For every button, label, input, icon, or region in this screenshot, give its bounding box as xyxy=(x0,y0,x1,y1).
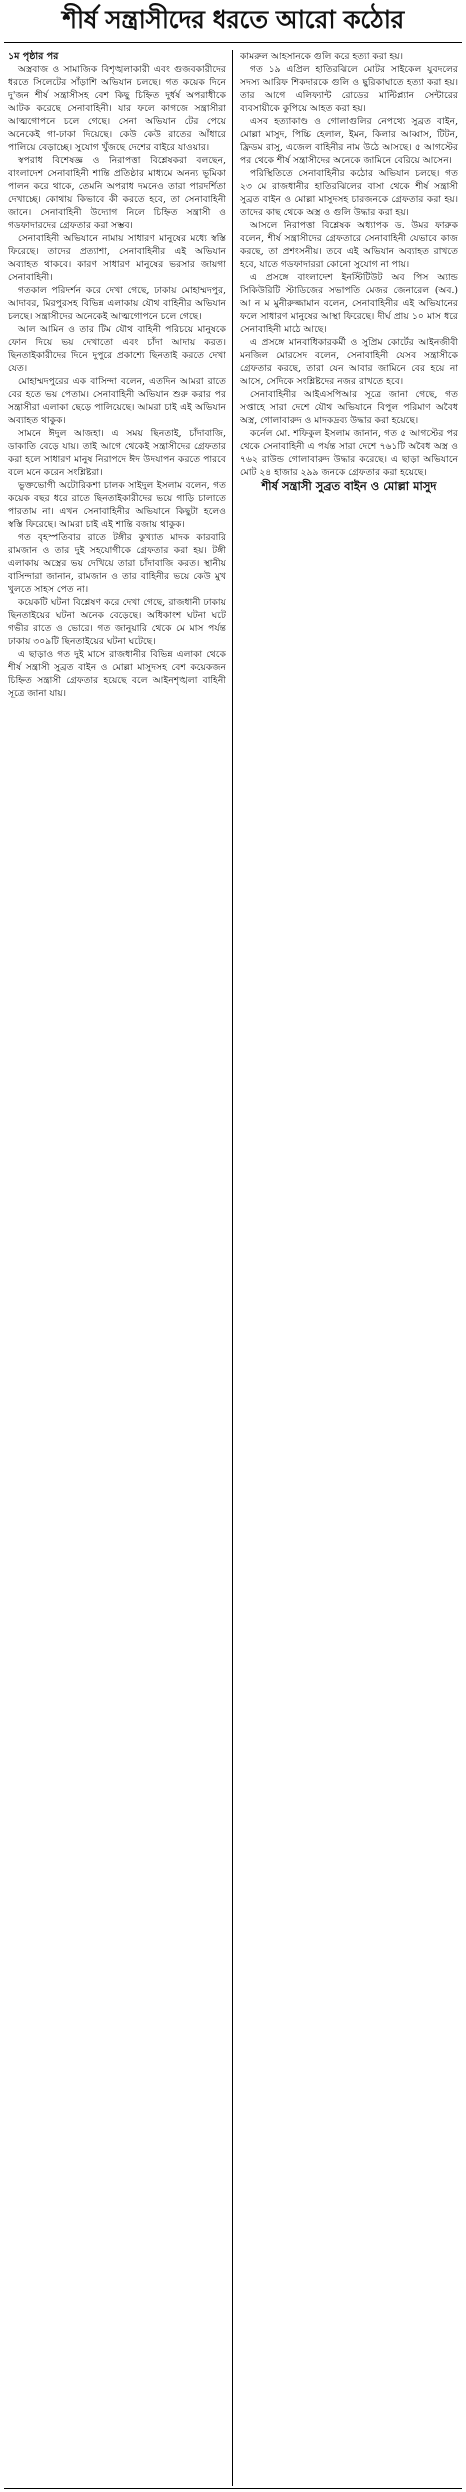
paragraph: মোহাম্মদপুরের এক বাসিন্দা বলেন, এতদিন আমরা রাতে বের হতে ভয় পেতাম। সেনাবাহিনী অভিযান শুরু করার পর সন্ত্রাসীরা এলাকা ছেড়ে পালিয়েছে। আমরা চাই এই অভিযান অব্যাহত থাকুক। xyxy=(8,376,226,426)
continuation-line xyxy=(8,50,226,63)
paragraph: কয়েকটি ঘটনা বিশ্লেষণ করে দেখা গেছে, রাজধানী ঢাকায় ছিনতাইয়ের ঘটনা অনেক বেড়েছে। অধিকাংশ ঘটনা ঘটে গভীর রাতে ও ভোরে। গত জানুয়ারি থেকে মে মাস পর্যন্ত ঢাকায় ৩০৯টি ছিনতাইয়ের ঘটনা ঘটেছে। xyxy=(8,597,226,647)
paragraph: গত ১৯ এপ্রিল হাতিরঝিলে মোটর সাইকেল যুবদলের সদস্য আরিফ শিকদারকে গুলি ও ছুরিকাঘাতে হত্যা করা হয়। তার আগে এলিফ্যান্ট রোডের মাল্টিপ্ল্যান সেন্টারের ব্যবসায়ীকে কুপিয়ে আহত করা হয়। xyxy=(240,64,458,114)
paragraph: এ ছাড়াও গত দুই মাসে রাজধানীর বিভিন্ন এলাকা থেকে শীর্ষ সন্ত্রাসী সুব্রত বাইন ও মোল্লা মাসুদসহ বেশ কয়েকজন চিহ্নিত সন্ত্রাসী গ্রেফতার হয়েছে বলে আইনশৃঙ্খলা বাহিনী সূত্রে জানা যায়। xyxy=(8,649,226,699)
column-divider xyxy=(232,50,233,2486)
headline: শীর্ষ সন্ত্রাসীদের ধরতে আরো কঠোর xyxy=(62,5,404,34)
paragraph: পরিস্থিতিতে সেনাবাহিনীর কঠোর অভিযান চলছে। গত ২৩ মে রাজধানীর হাতিরঝিলের বাসা থেকে শীর্ষ সন্ত্রাসী সুব্রত বাইন ও মোল্লা মাসুদসহ চারজনকে গ্রেফতার করা হয়। তাদের কাছ থেকে অস্ত্র ও গুলি উদ্ধার করা হয়। xyxy=(240,168,458,218)
paragraph: আসলে নিরাপত্তা বিশ্লেষক অধ্যাপক ড. উমর ফারুক বলেন, শীর্ষ সন্ত্রাসীদের গ্রেফতারে সেনাবাহিনী যেভাবে কাজ করছে, তা প্রশংসনীয়। তবে এই অভিযান অব্যাহত রাখতে হবে, যাতে গডফাদাররা কোনো সুযোগ না পায়। xyxy=(240,220,458,270)
paragraph: সেনাবাহিনীর আইএসপিআর সূত্রে জানা গেছে, গত সপ্তাহে সারা দেশে যৌথ অভিযানে বিপুল পরিমাণ অবৈধ অস্ত্র, গোলাবারুদ ও মাদকদ্রব্য উদ্ধার করা হয়েছে। xyxy=(240,389,458,426)
left-column xyxy=(8,50,226,2486)
headline-rule xyxy=(4,42,462,43)
paragraph: এসব হত্যাকাণ্ড ও গোলাগুলির নেপথ্যে সুব্রত বাইন, মোল্লা মাসুদ, পিচ্চি হেলাল, ইমন, কিলার আব্বাস, টিটন, ফ্রিডম রাসু, এজেল বাহিনীর নাম উঠে আসছে। ৫ আগস্টের পর থেকে শীর্ষ সন্ত্রাসীদের অনেকে জামিনে বেরিয়ে আসেন। xyxy=(240,116,458,166)
paragraph: আল আমিন ও তার টিম যৌথ বাহিনী পরিচয়ে মানুষকে ফোন দিয়ে ভয় দেখাতো এবং চাঁদা আদায় করত। ছিনতাইকারীদের দিনে দুপুরে প্রকাশ্যে ছিনতাই করতে দেখা যেত। xyxy=(8,324,226,374)
paragraph: এ প্রসঙ্গে বাংলাদেশ ইনস্টিটিউট অব পিস অ্যান্ড সিকিউরিটি স্টাডিজের সভাপতি মেজর জেনারেল (অব.) আ ন ম মুনীরুজ্জামান বলেন, সেনাবাহিনীর এই অভিযানের ফলে সাধারণ মানুষের আস্থা ফিরেছে। দীর্ঘ প্রায় ১০ মাস ধরে সেনাবাহিনী মাঠে আছে। xyxy=(240,272,458,335)
paragraph: সামনে ঈদুল আজহা। এ সময় ছিনতাই, চাঁদাবাজি, ডাকাতি বেড়ে যায়। তাই আগে থেকেই সন্ত্রাসীদের গ্রেফতার করা হলে সাধারণ মানুষ নিরাপদে ঈদ উদযাপন করতে পারবে বলে মনে করেন সংশ্লিষ্টরা। xyxy=(8,428,226,478)
paragraph: গতকাল পরিদর্শন করে দেখা গেছে, ঢাকায় মোহাম্মদপুর, আদাবর, মিরপুরসহ বিভিন্ন এলাকায় যৌথ বাহিনীর অভিযান চলছে। সন্ত্রাসীদের অনেকেই আত্মগোপনে চলে গেছে। xyxy=(8,285,226,322)
bottom-rule xyxy=(4,2488,462,2489)
paragraph: স্বপরাধ বিশেষজ্ঞ ও নিরাপত্তা বিশ্লেষকরা বলছেন, বাংলাদেশ সেনাবাহিনী শান্তি প্রতিষ্ঠার মাধ্যমে অনন্য ভূমিকা পালন করে থাকে, তেমনি অপরাধ দমনেও তারা পারদর্শিতা দেখাচ্ছে। কোথায় কিভাবে কী করতে হবে, তা সেনাবাহিনী জানে। সেনাবাহিনী উদ্যোগ নিলে চিহ্নিত সন্ত্রাসী ও গডফাদারদের গ্রেফতার করা সম্ভব। xyxy=(8,155,226,231)
paragraph: ভুক্তভোগী অটোরিকশা চালক সাইদুল ইসলাম বলেন, গত কয়েক বছর ধরে রাতে ছিনতাইকারীদের ভয়ে গাড়ি চালাতে পারতাম না। এখন সেনাবাহিনীর অভিযানে কিছুটা হলেও স্বস্তি ফিরেছে। আমরা চাই এই শান্তি বজায় থাকুক। xyxy=(8,480,226,530)
paragraph: গত বৃহস্পতিবার রাতে টঙ্গীর কুখ্যাত মাদক কারবারি রামজান ও তার দুই সহযোগীকে গ্রেফতার করা হয়। টঙ্গী এলাকায় অস্ত্রের ভয় দেখিয়ে তারা চাঁদাবাজি করত। স্থানীয় বাসিন্দারা জানান, রামজান ও তার বাহিনীর ভয়ে কেউ মুখ খুলতে সাহস পেত না। xyxy=(8,532,226,595)
paragraph: সেনাবাহিনী অভিযানে নামায় সাধারণ মানুষের মধ্যে স্বস্তি ফিরেছে। তাদের প্রত্যাশা, সেনাবাহিনীর এই অভিযান অব্যাহত থাকবে। কারণ সাধারণ মানুষের ভরসার জায়গা সেনাবাহিনী। xyxy=(8,233,226,283)
paragraph: কামরুল আহসানকে গুলি করে হত্যা করা হয়। xyxy=(240,51,404,62)
paragraph: অস্ত্রবাজ ও সামাজিক বিশৃঙ্খলাকারী এবং গুজবকারীদের ধরতে সিলেটের সাঁড়াশি অভিযান চলছে। গত কয়েক দিনে দু'জন শীর্ষ সন্ত্রাসীসহ বেশ কিছু চিহ্নিত দুর্ধর্ষ অপরাধীকে আটক করেছে সেনাবাহিনী। যার ফলে কাগজে সন্ত্রাসীরা আত্মগোপনে চলে গেছে। সেনা অভিযান টের পেয়ে অনেকেই গা-ঢাকা দিয়েছে। কেউ কেউ রাতের আঁধারে পালিয়ে বেড়াচ্ছে। সুযোগ খুঁজছে দেশের বাইরে যাওয়ার। xyxy=(8,64,226,153)
paragraph: এ প্রসঙ্গে মানবাধিকারকর্মী ও সুপ্রিম কোর্টের আইনজীবী মনজিল মোরসেদ বলেন, সেনাবাহিনী যেসব সন্ত্রাসীকে গ্রেফতার করছে, তারা যেন আবার জামিনে বের হয়ে না আসে, সেদিকে সংশ্লিষ্টদের নজর রাখতে হবে। xyxy=(240,337,458,387)
right-column xyxy=(240,50,458,2486)
paragraph: কর্নেল মো. শফিকুল ইসলাম জানান, গত ৫ আগস্টের পর থেকে সেনাবাহিনী এ পর্যন্ত সারা দেশে ৭৬১টি অবৈধ অস্ত্র ও ৭৬২ রাউন্ড গোলাবারুদ উদ্ধার করেছে। এ ছাড়া অভিযানে মোট ২৪ হাজার ২৯৯ জনকে গ্রেফতার করা হয়েছে। xyxy=(240,428,458,478)
continuation-marker: ১ম পৃষ্ঠার পর xyxy=(8,51,59,62)
subheading: শীর্ষ সন্ত্রাসী সুব্রত বাইন ও মোল্লা মাসুদ xyxy=(261,479,437,493)
